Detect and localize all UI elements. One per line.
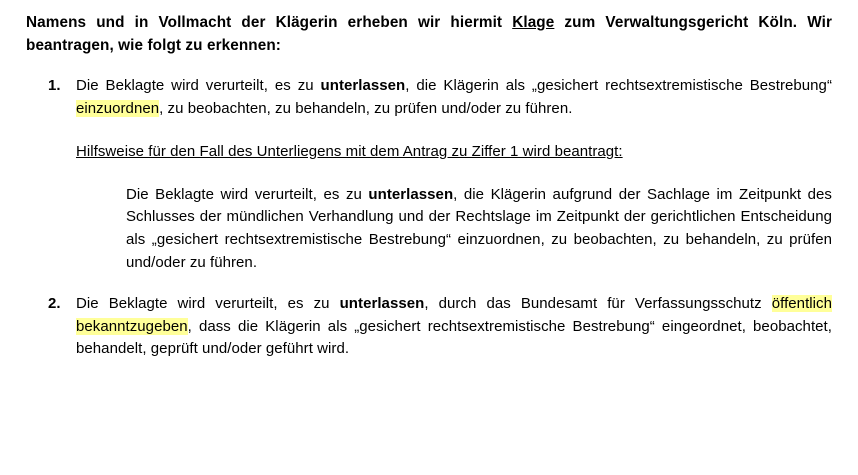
claim-item-1 xyxy=(26,75,832,275)
claim-2-highlighted-term: öffentlich bekanntzugeben xyxy=(76,294,832,335)
claims-list xyxy=(26,75,832,361)
claim-2-part-2: , durch das Bundesamt für Verfassungsschutz xyxy=(424,294,772,312)
claim-1-sub-part-1: Die Beklagte wird verurteilt, es zu xyxy=(126,185,369,203)
claim-1-part-1: Die Beklagte wird verurteilt, es zu xyxy=(76,77,321,95)
claim-1-subsidiary-heading: Hilfsweise für den Fall des Unterliegens mit dem Antrag zu Ziffer 1 wird beantragt: xyxy=(76,142,623,160)
claim-item-2 xyxy=(26,293,832,361)
claim-1-part-3: , zu beobachten, zu behandeln, zu prüfen und/oder zu führen. xyxy=(159,100,573,118)
claim-1-subsidiary-text xyxy=(126,184,832,275)
claim-2-part-1: Die Beklagte wird verurteilt, es zu xyxy=(76,294,340,312)
lead-text-after: zum Verwaltungsgericht Köln. Wir beantragen, wie folgt zu erkennen: xyxy=(26,14,833,54)
claim-number-1: 1. xyxy=(48,77,61,95)
claim-1-sub-part-2: , die Klägerin aufgrund der Sachlage im Zeitpunkt des Schlusses der mündlichen Verhandlung und der Rechtslage im Zeitpunkt der gerichtlichen Entscheidung als „gesichert rechtsextremistische Bestrebung“ einzuordnen, zu beobachten, zu behandeln, zu prüfen und/oder zu führen. xyxy=(126,185,832,272)
claim-1-highlighted-term: einzuordnen xyxy=(76,100,160,118)
lead-text-before: Namens und in Vollmacht der Klägerin erheben wir hiermit xyxy=(26,14,513,31)
lead-underlined-term: Klage xyxy=(512,14,555,31)
claim-1-bold-unterlassen: unterlassen xyxy=(320,77,406,95)
claim-2-text xyxy=(76,293,832,361)
lead-paragraph xyxy=(26,12,832,57)
claim-number-2: 2. xyxy=(48,294,61,312)
claim-2-part-3: , dass die Klägerin als „gesichert rechtsextremistische Bestrebung“ eingeordnet, beobachtet, behandelt, geprüft und/oder geführt wird. xyxy=(76,317,832,358)
claim-2-bold-unterlassen: unterlassen xyxy=(339,294,425,312)
claim-1-part-2: , die Klägerin als „gesichert rechtsextremistische Bestrebung“ xyxy=(405,77,832,95)
claim-1-sub-bold-unterlassen: unterlassen xyxy=(368,185,454,203)
claim-1-text xyxy=(76,75,832,121)
